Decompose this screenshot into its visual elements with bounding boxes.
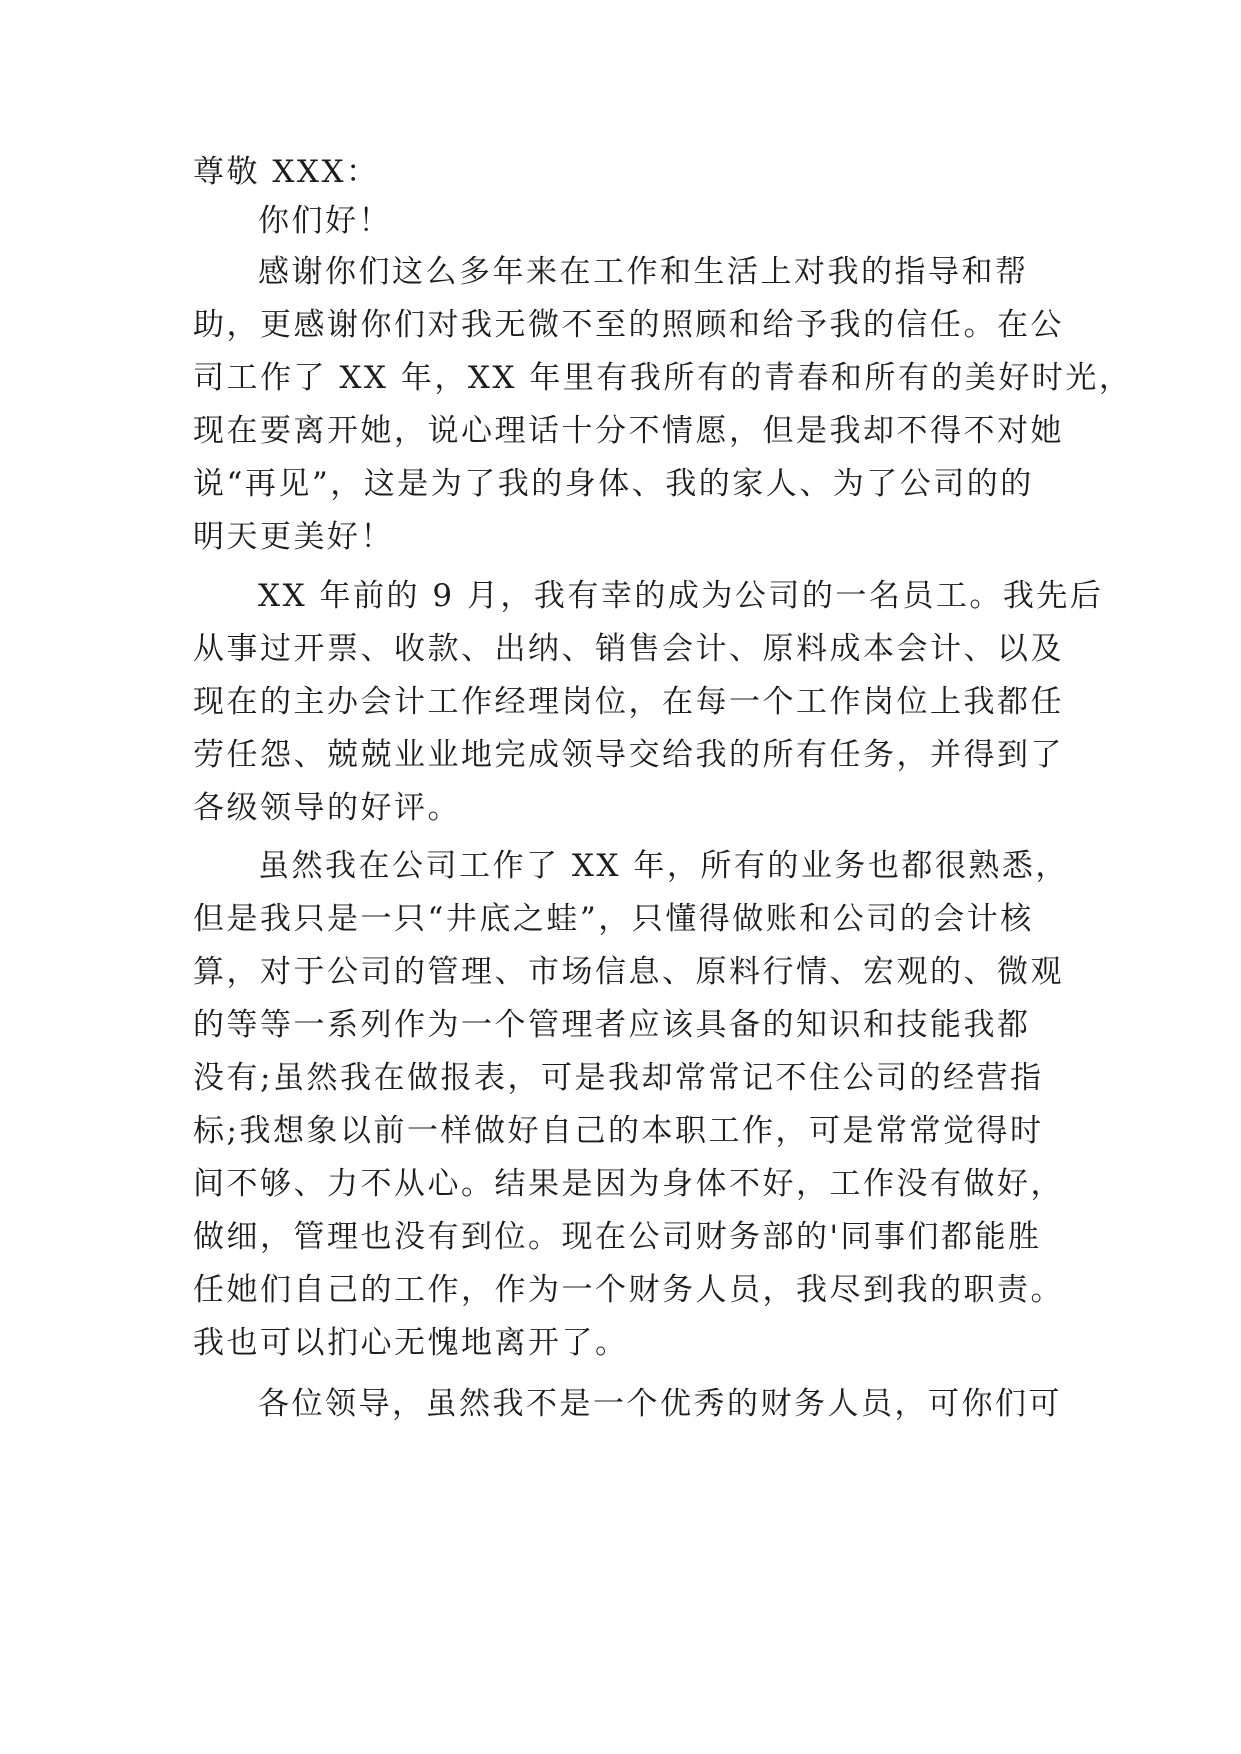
paragraph-line: 但是我只是一只“井底之蛙”，只懂得做账和公司的会计核	[193, 901, 1034, 937]
paragraph-line: 各位领导，虽然我不是一个优秀的财务人员，可你们可	[258, 1386, 1062, 1422]
paragraph-line: 感谢你们这么多年来在工作和生活上对我的指导和帮	[258, 254, 1029, 290]
greeting: 你们好！	[258, 203, 392, 239]
paragraph-line: 间不够、力不从心。结果是因为身体不好，工作没有做好，	[193, 1166, 1064, 1202]
paragraph-line: 做细，管理也没有到位。现在公司财务部的'同事们都能胜	[193, 1219, 1042, 1255]
paragraph-line: 司工作了 XX 年，XX 年里有我所有的青春和所有的美好时光，	[193, 360, 1133, 396]
paragraph-line: 虽然我在公司工作了 XX 年，所有的业务也都很熟悉，	[258, 848, 1069, 884]
paragraph-line: XX 年前的 9 月，我有幸的成为公司的一名员工。我先后	[258, 578, 1104, 614]
paragraph-line: 没有;虽然我在做报表，可是我却常常记不住公司的经营指	[193, 1060, 1044, 1096]
paragraph-line: 现在要离开她，说心理话十分不情愿，但是我却不得不对她	[193, 413, 1064, 449]
paragraph-line: 劳任怨、兢兢业业地完成领导交给我的所有任务，并得到了	[193, 737, 1064, 773]
paragraph-line: 助，更感谢你们对我无微不至的照顾和给予我的信任。在公	[193, 307, 1064, 343]
paragraph-line: 说“再见”，这是为了我的身体、我的家人、为了公司的的	[193, 466, 1034, 502]
paragraph-line: 从事过开票、收款、出纳、销售会计、原料成本会计、以及	[193, 631, 1064, 667]
paragraph-line: 算，对于公司的管理、市场信息、原料行情、宏观的、微观	[193, 954, 1064, 990]
paragraph-line: 标;我想象以前一样做好自己的本职工作，可是常常觉得时	[193, 1113, 1044, 1149]
salutation: 尊敬 XXX：	[193, 154, 380, 190]
paragraph-line: 现在的主办会计工作经理岗位，在每一个工作岗位上我都任	[193, 684, 1064, 720]
paragraph-line: 任她们自己的工作，作为一个财务人员，我尽到我的职责。	[193, 1272, 1064, 1308]
paragraph-line: 的等等一系列作为一个管理者应该具备的知识和技能我都	[193, 1007, 1031, 1043]
paragraph-line: 我也可以扪心无愧地离开了。	[193, 1325, 629, 1361]
paragraph-line: 明天更美好！	[193, 519, 394, 555]
paragraph-line: 各级领导的好评。	[193, 790, 461, 826]
